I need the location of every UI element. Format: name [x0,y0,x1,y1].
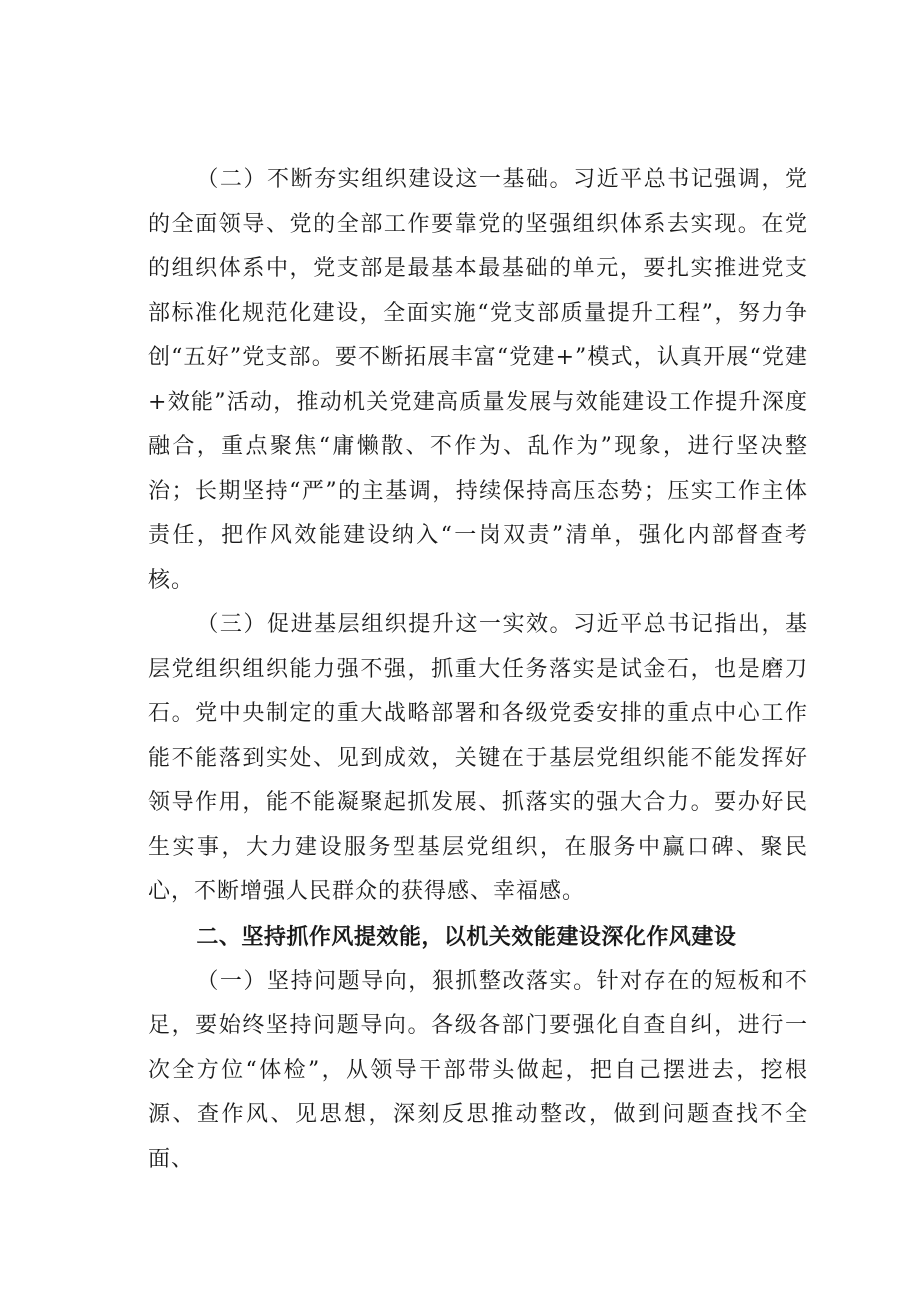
paragraph-organization-building: （二）不断夯实组织建设这一基础。习近平总书记强调，党的全面领导、党的全部工作要靠党的坚强组织体系去实现。在党的组织体系中，党支部是最基本最基础的单元，要扎实推进党支部标准化规范化建设，全面实施“党支部质量提升工程”，努力争创“五好”党支部。要不断拓展丰富“党建+”模式，认真开展“党建+效能”活动，推动机关党建高质量发展与效能建设工作提升深度融合，重点聚焦“庸懒散、不作为、乱作为”现象，进行坚决整治；长期坚持“严”的主基调，持续保持高压态势；压实工作主体责任，把作风效能建设纳入“一岗双责”清单，强化内部督查考核。 [148,167,808,593]
document-body [148,158,808,1182]
section-heading: 二、坚持抓作风提效能，以机关效能建设深化作风建设 [196,924,737,950]
paragraph-grassroots-organization: （三）促进基层组织提升这一实效。习近平总书记指出，基层党组织组织能力强不强，抓重大任务落实是试金石，也是磨刀石。党中央制定的重大战略部署和各级党委安排的重点中心工作能不能落到实处、见到成效，关键在于基层党组织能不能发挥好领导作用，能不能凝聚起抓发展、抓落实的强大合力。要办好民生实事，大力建设服务型基层党组织，在服务中赢口碑、聚民心，不断增强人民群众的获得感、幸福感。 [148,612,808,904]
paragraph-problem-orientation: （一）坚持问题导向，狠抓整改落实。针对存在的短板和不足，要始终坚持问题导向。各级各部门要强化自查自纠，进行一次全方位“体检”，从领导干部带头做起，把自己摆进去，挖根源、查作风、见思想，深刻反思推动整改，做到问题查找不全面、 [148,968,808,1172]
